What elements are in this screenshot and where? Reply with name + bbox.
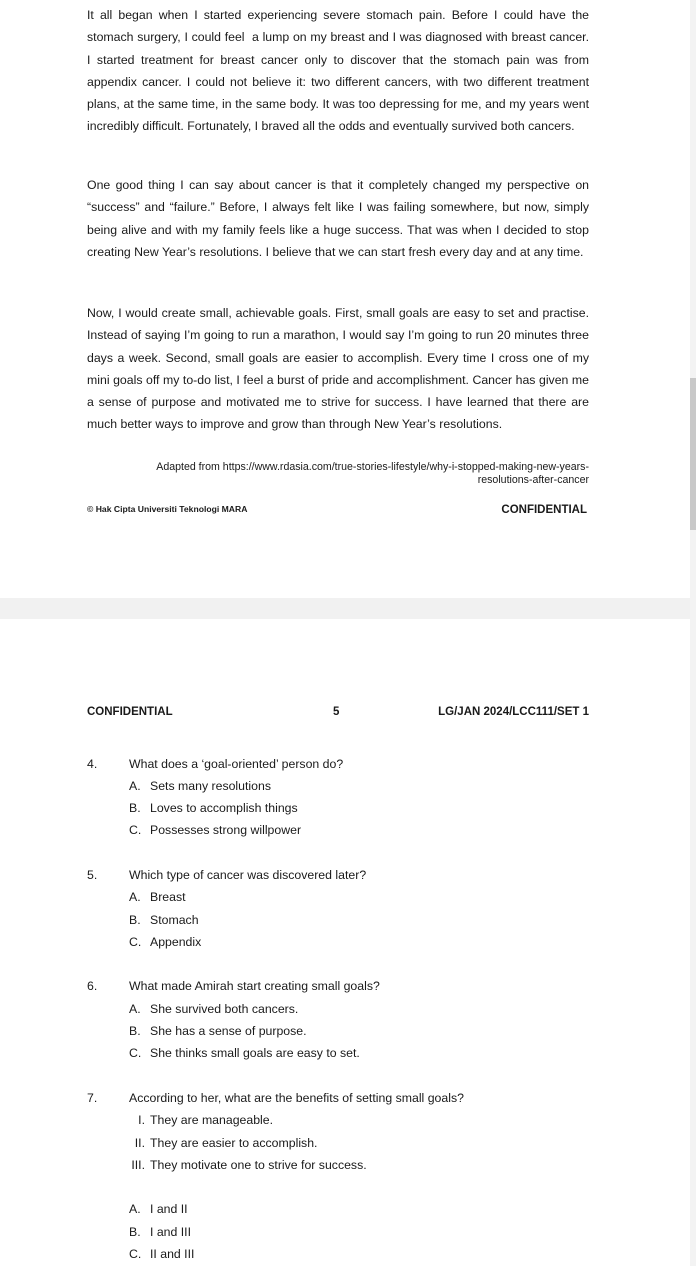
- answer-option[interactable]: [129, 801, 298, 815]
- answer-option[interactable]: [129, 1247, 194, 1261]
- question-stem: What does a ‘goal-oriented’ person do?: [129, 757, 344, 771]
- answer-option[interactable]: [129, 913, 199, 927]
- footer-confidential-label: CONFIDENTIAL: [501, 504, 587, 516]
- option-label: A.: [129, 1002, 141, 1016]
- option-text: I and II: [150, 1202, 188, 1216]
- passage-paragraph: It all began when I started experiencing severe stomach pain. Before I could have the stomach surgery, I could feel a lump on my breast and I was diagnosed with breast cancer. I started treatment for breast cancer only to discover that the stomach pain was from appendix cancer. I could not believe it: two different cancers, with two different treatment plans, at the same time, in the same body. It was too depressing for me, and my years went incredibly difficult. Fortunately, I braved all the odds and eventually survived both cancers.: [87, 8, 589, 134]
- option-label: C.: [129, 935, 142, 949]
- option-text: I and III: [150, 1225, 192, 1239]
- option-label: B.: [129, 801, 141, 815]
- option-label: C.: [129, 1247, 142, 1261]
- page-number: 5: [333, 706, 340, 718]
- option-label: A.: [129, 779, 141, 793]
- statement-numeral: III.: [131, 1158, 145, 1172]
- option-label: B.: [129, 913, 141, 927]
- option-text: II and III: [150, 1247, 195, 1261]
- option-text: She has a sense of purpose.: [150, 1024, 307, 1038]
- option-label: B.: [129, 1024, 141, 1038]
- source-citation-line: Adapted from https://www.rdasia.com/true-stories-lifestyle/why-i-stopped-making-new-years-: [156, 461, 589, 473]
- document-page-top: [0, 0, 690, 598]
- question-number: 6.: [87, 979, 98, 993]
- copyright-notice: © Hak Cipta Universiti Teknologi MARA: [87, 504, 248, 514]
- answer-option[interactable]: [129, 1002, 298, 1016]
- scrollbar-thumb[interactable]: [690, 378, 696, 530]
- question-stem: According to her, what are the benefits of setting small goals?: [129, 1091, 464, 1105]
- roman-statement: [121, 1158, 367, 1172]
- answer-option[interactable]: [129, 1024, 307, 1038]
- answer-option[interactable]: [129, 890, 186, 904]
- question-stem: What made Amirah start creating small goals?: [129, 979, 380, 993]
- statement-numeral: II.: [134, 1136, 145, 1150]
- passage-paragraph: Now, I would create small, achievable goals. First, small goals are easy to set and practise. Instead of saying I’m going to run a marathon, I would say I’m going to run 20 minutes three days a week. Second, small goals are easier to accomplish. Every time I cross one of my mini goals off my to-do list, I feel a burst of pride and accomplishment. Cancer has given me a sense of purpose and motivated me to strive for success. I have learned that there are much better ways to improve and grow than through New Year’s resolutions.: [87, 306, 589, 432]
- option-text: Breast: [150, 890, 186, 904]
- option-text: Loves to accomplish things: [150, 801, 298, 815]
- answer-option[interactable]: [129, 823, 301, 837]
- page-separator: [0, 598, 690, 619]
- header-confidential-label: CONFIDENTIAL: [87, 706, 173, 718]
- passage-paragraph: One good thing I can say about cancer is that it completely changed my perspective on “success” and “failure.” Before, I always felt like I was failing somewhere, but now, simply being alive and with my family feels like a huge success. That was when I decided to stop creating New Year’s resolutions. I believe that we can start fresh every day and at any time.: [87, 178, 589, 259]
- exam-code: LG/JAN 2024/LCC111/SET 1: [438, 706, 589, 718]
- source-citation: [87, 461, 589, 486]
- option-text: Stomach: [150, 913, 199, 927]
- source-citation-line: resolutions-after-cancer: [477, 473, 589, 486]
- statement-numeral: I.: [138, 1113, 145, 1127]
- roman-statement: [121, 1136, 317, 1150]
- option-text: She thinks small goals are easy to set.: [150, 1046, 360, 1060]
- option-label: C.: [129, 823, 142, 837]
- roman-statement: [121, 1113, 273, 1127]
- vertical-scrollbar[interactable]: [690, 0, 696, 1266]
- option-label: A.: [129, 890, 141, 904]
- option-text: Appendix: [150, 935, 202, 949]
- option-label: C.: [129, 1046, 142, 1060]
- statement-text: They are easier to accomplish.: [150, 1136, 318, 1150]
- question-number: 7.: [87, 1091, 98, 1105]
- option-label: A.: [129, 1202, 141, 1216]
- answer-option[interactable]: [129, 1225, 191, 1239]
- option-text: Possesses strong willpower: [150, 823, 302, 837]
- question-stem: Which type of cancer was discovered later?: [129, 868, 367, 882]
- statement-text: They motivate one to strive for success.: [150, 1158, 367, 1172]
- statement-text: They are manageable.: [150, 1113, 274, 1127]
- option-text: Sets many resolutions: [150, 779, 271, 793]
- question-number: 5.: [87, 868, 98, 882]
- answer-option[interactable]: [129, 935, 201, 949]
- question-number: 4.: [87, 757, 98, 771]
- answer-option[interactable]: [129, 1202, 188, 1216]
- answer-option[interactable]: [129, 1046, 360, 1060]
- option-text: She survived both cancers.: [150, 1002, 299, 1016]
- option-label: B.: [129, 1225, 141, 1239]
- answer-option[interactable]: [129, 779, 271, 793]
